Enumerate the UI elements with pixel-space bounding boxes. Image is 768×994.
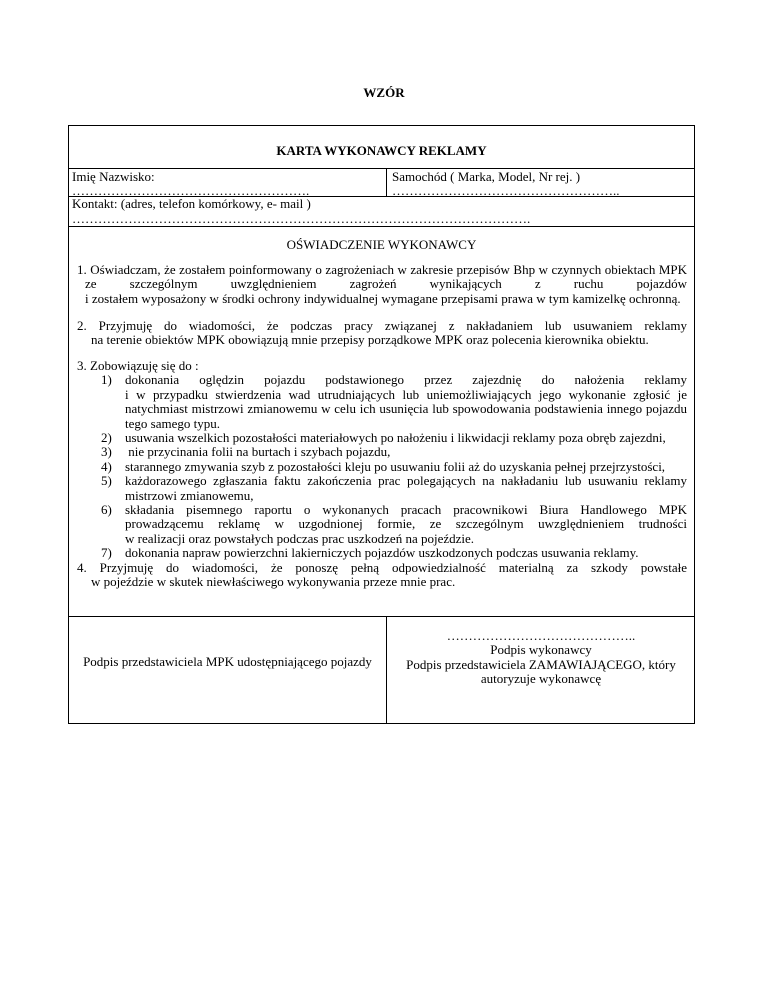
- paragraph-line: w pojeździe w skutek niewłaściwego wykonywania przeze mnie prac.: [91, 574, 456, 590]
- paragraph-line: 2. Przyjmuję do wiadomości, że podczas pracy związanej z nakładaniem lub usuwaniem reklamy: [77, 318, 687, 333]
- paragraph-line: i zostałem wyposażony w środki ochrony indywidualnej wymagane przepisami prawa w tym kamizelkę ochronną.: [85, 290, 681, 306]
- list-line: starannego zmywania szyb z pozostałości kleju po usuwaniu folii aż do uzyskania pełnej przejrzystości,: [125, 458, 666, 474]
- list-item: [77, 373, 687, 431]
- list-number: 1): [101, 372, 112, 388]
- list-item: [77, 503, 687, 546]
- car-field[interactable]: ……………………………………………..: [392, 183, 620, 198]
- document-label: WZÓR: [363, 85, 405, 100]
- list-item: [77, 431, 687, 445]
- contractor-card: [68, 125, 695, 724]
- list-line: i w przypadku stwierdzenia wad utrudniających lub uniemożliwiających jego wykonanie zgłosić je: [125, 386, 687, 402]
- list-line: prowadzącemu reklamę w uzgodnionej formie, ze szczególnym uwzględnieniem trudności: [125, 516, 687, 532]
- paragraph-intro: 3. Zobowiązuję się do :: [77, 358, 199, 373]
- list-line: natychmiast mistrzowi zmianowemu w celu ich usunięcia lub spowodowania podstawienia innego pojazdu: [125, 401, 687, 417]
- car-label: Samochód ( Marka, Model, Nr rej. ): [392, 169, 581, 184]
- list-number: 2): [101, 430, 112, 446]
- statement-paragraph-2: [77, 319, 687, 348]
- list-item: [77, 474, 687, 503]
- paragraph-line: na terenie obiektów MPK obowiązują mnie przepisy porządkowe MPK oraz polecenia kierownika obiektu.: [91, 332, 649, 348]
- obligations-list: [77, 373, 687, 560]
- paragraph-line: ze szczególnym uwzględnieniem zagrożeń wynikających z ruchu pojazdów: [85, 276, 687, 292]
- list-item: [77, 445, 687, 459]
- list-number: 6): [101, 502, 112, 518]
- list-item: [77, 546, 687, 560]
- signature-contractor-label: Podpis wykonawcy: [490, 642, 592, 658]
- list-line: tego samego typu.: [125, 415, 220, 431]
- list-line: w realizacji oraz powstałych podczas prac uszkodzeń na pojeździe.: [125, 530, 475, 546]
- signature-mpk-label: Podpis przedstawiciela MPK udostępniającego pojazdy: [83, 654, 372, 669]
- paragraph-line: 4. Przyjmuję do wiadomości, że ponoszę pełną odpowiedzialność materialną za szkody powstałe: [77, 560, 687, 575]
- divider: [69, 168, 694, 169]
- list-line: dokonania napraw powierzchni lakierniczych pojazdów uszkodzonych podczas usuwania reklamy.: [125, 545, 639, 561]
- signature-line: ……………………………………..: [446, 628, 636, 643]
- signature-client-label: Podpis przedstawiciela ZAMAWIAJĄCEGO, który: [406, 656, 676, 672]
- name-label: Imię Nazwisko:: [72, 169, 155, 184]
- divider: [69, 616, 694, 617]
- signature-contractor[interactable]: [387, 629, 695, 687]
- list-item: [77, 460, 687, 474]
- list-number: 7): [101, 545, 112, 561]
- list-line: mistrzowi zmianowemu,: [125, 487, 254, 503]
- statement-paragraph-4: [77, 561, 687, 590]
- list-line: usuwania wszelkich pozostałości materiałowych po nałożeniu i likwidacji reklamy poza obręb zajezdni,: [125, 430, 666, 446]
- list-number: 4): [101, 458, 112, 474]
- list-line: nie przycinania folii na burtach i szybach pojazdu,: [125, 444, 391, 460]
- statement-title: OŚWIADCZENIE WYKONAWCY: [286, 237, 477, 252]
- card-title: KARTA WYKONAWCY REKLAMY: [276, 143, 487, 158]
- paragraph-line: 1. Oświadczam, że zostałem poinformowany o zagrożeniach w zakresie przepisów Bhp w czynnych obiektach MPK: [77, 262, 687, 277]
- signature-client-label-2: autoryzuje wykonawcę: [480, 671, 602, 687]
- list-number: 5): [101, 473, 112, 489]
- divider: [69, 226, 694, 227]
- list-number: 3): [101, 444, 112, 460]
- statement-paragraph-1: [77, 263, 687, 306]
- name-field[interactable]: ……………………………………………….: [72, 183, 310, 198]
- list-line: dokonania oględzin pojazdu podstawionego przez zajezdnię do nałożenia reklamy: [125, 372, 687, 388]
- statement-paragraph-3: [77, 359, 687, 561]
- list-line: każdorazowego zgłaszania faktu zakończenia prac polegających na nakładaniu lub usuwaniu reklamy: [125, 473, 687, 489]
- column-divider: [386, 168, 387, 196]
- contact-label: Kontakt: (adres, telefon komórkowy, e- mail ): [72, 196, 311, 211]
- list-line: składania pisemnego raportu o wykonanych pracach pracownikowi Biura Handlowego MPK: [125, 502, 687, 518]
- signature-mpk[interactable]: [69, 655, 386, 669]
- contact-field[interactable]: …………………………………………………………………………………………….: [72, 211, 531, 226]
